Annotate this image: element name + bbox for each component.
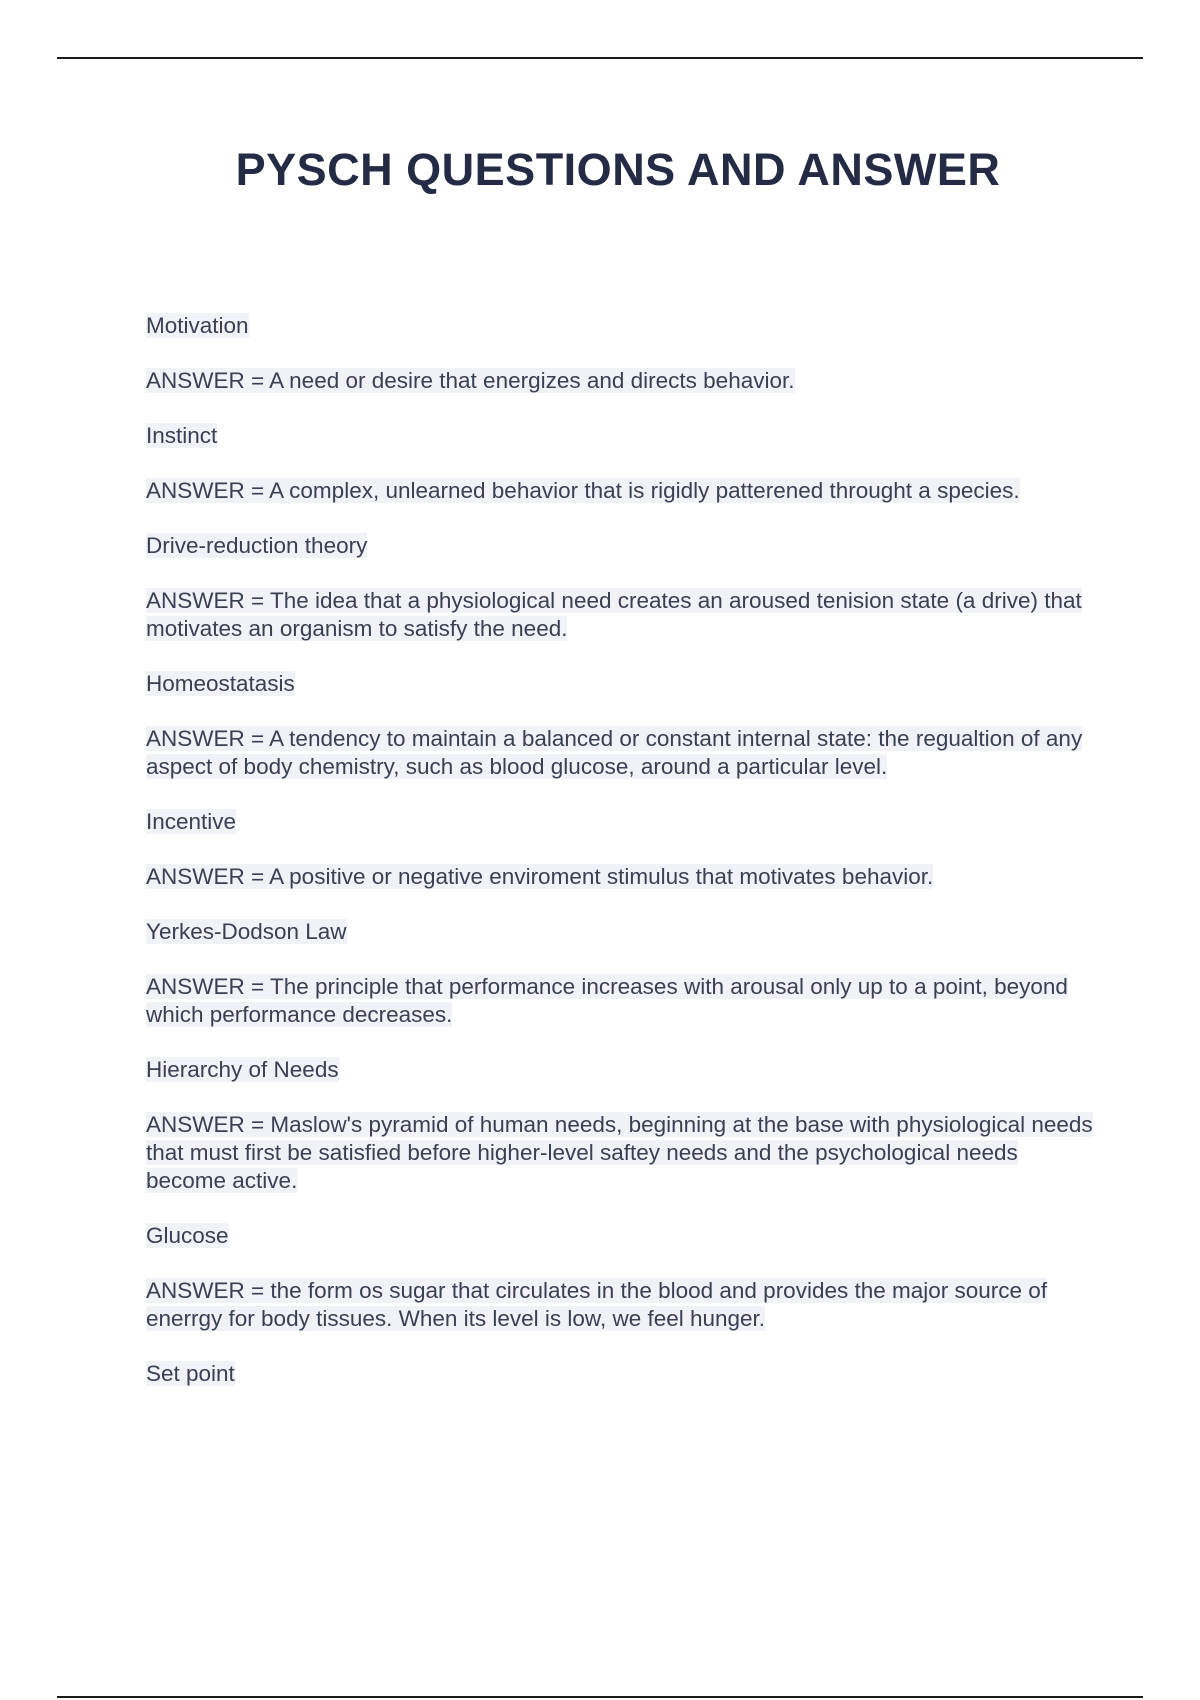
qa-item — [146, 1056, 1096, 1195]
answer-text: ANSWER = A complex, unlearned behavior that is rigidly patterened throught a species. — [146, 478, 1020, 503]
answer — [146, 477, 1096, 505]
term-text: Incentive — [146, 809, 237, 834]
answer — [146, 1277, 1096, 1333]
bottom-rule — [57, 1696, 1143, 1698]
term-text: Motivation — [146, 313, 249, 338]
answer-text: ANSWER = The principle that performance increases with arousal only up to a point, beyond which performance decreases. — [146, 974, 1068, 1027]
term-text: Glucose — [146, 1223, 229, 1248]
qa-list — [146, 312, 1096, 1415]
qa-item — [146, 312, 1096, 395]
answer-text: ANSWER = A need or desire that energizes and directs behavior. — [146, 368, 795, 393]
term-text: Hierarchy of Needs — [146, 1057, 339, 1082]
answer — [146, 367, 1096, 395]
answer — [146, 973, 1096, 1029]
answer — [146, 1111, 1096, 1195]
term-text: Set point — [146, 1361, 235, 1386]
answer-text: ANSWER = Maslow's pyramid of human needs, beginning at the base with physiological needs that must first be satisfied before higher-level saftey needs and the psychological needs become active. — [146, 1112, 1093, 1193]
term — [146, 808, 1096, 836]
answer — [146, 725, 1096, 781]
answer — [146, 587, 1096, 643]
qa-item — [146, 422, 1096, 505]
qa-item — [146, 1360, 1096, 1388]
term — [146, 1360, 1096, 1388]
top-rule — [57, 57, 1143, 59]
qa-item — [146, 1222, 1096, 1333]
answer-text: ANSWER = The idea that a physiological need creates an aroused tenision state (a drive) that motivates an organism to satisfy the need. — [146, 588, 1082, 641]
qa-item — [146, 918, 1096, 1029]
answer-text: ANSWER = A positive or negative enviroment stimulus that motivates behavior. — [146, 864, 934, 889]
term — [146, 312, 1096, 340]
qa-item — [146, 670, 1096, 781]
term — [146, 1222, 1096, 1250]
term-text: Homeostatasis — [146, 671, 295, 696]
term-text: Instinct — [146, 423, 218, 448]
qa-item — [146, 808, 1096, 891]
term — [146, 1056, 1096, 1084]
document-title: PYSCH QUESTIONS AND ANSWER — [235, 144, 1001, 195]
term-text: Drive-reduction theory — [146, 533, 368, 558]
qa-item — [146, 532, 1096, 643]
term — [146, 532, 1096, 560]
term-text: Yerkes-Dodson Law — [146, 919, 347, 944]
term — [146, 422, 1096, 450]
term — [146, 670, 1096, 698]
answer-text: ANSWER = A tendency to maintain a balanced or constant internal state: the regualtion of any aspect of body chemistry, such as blood glucose, around a particular level. — [146, 726, 1083, 779]
answer-text: ANSWER = the form os sugar that circulates in the blood and provides the major source of enerrgy for body tissues. When its level is low, we feel hunger. — [146, 1278, 1048, 1331]
answer — [146, 863, 1096, 891]
term — [146, 918, 1096, 946]
